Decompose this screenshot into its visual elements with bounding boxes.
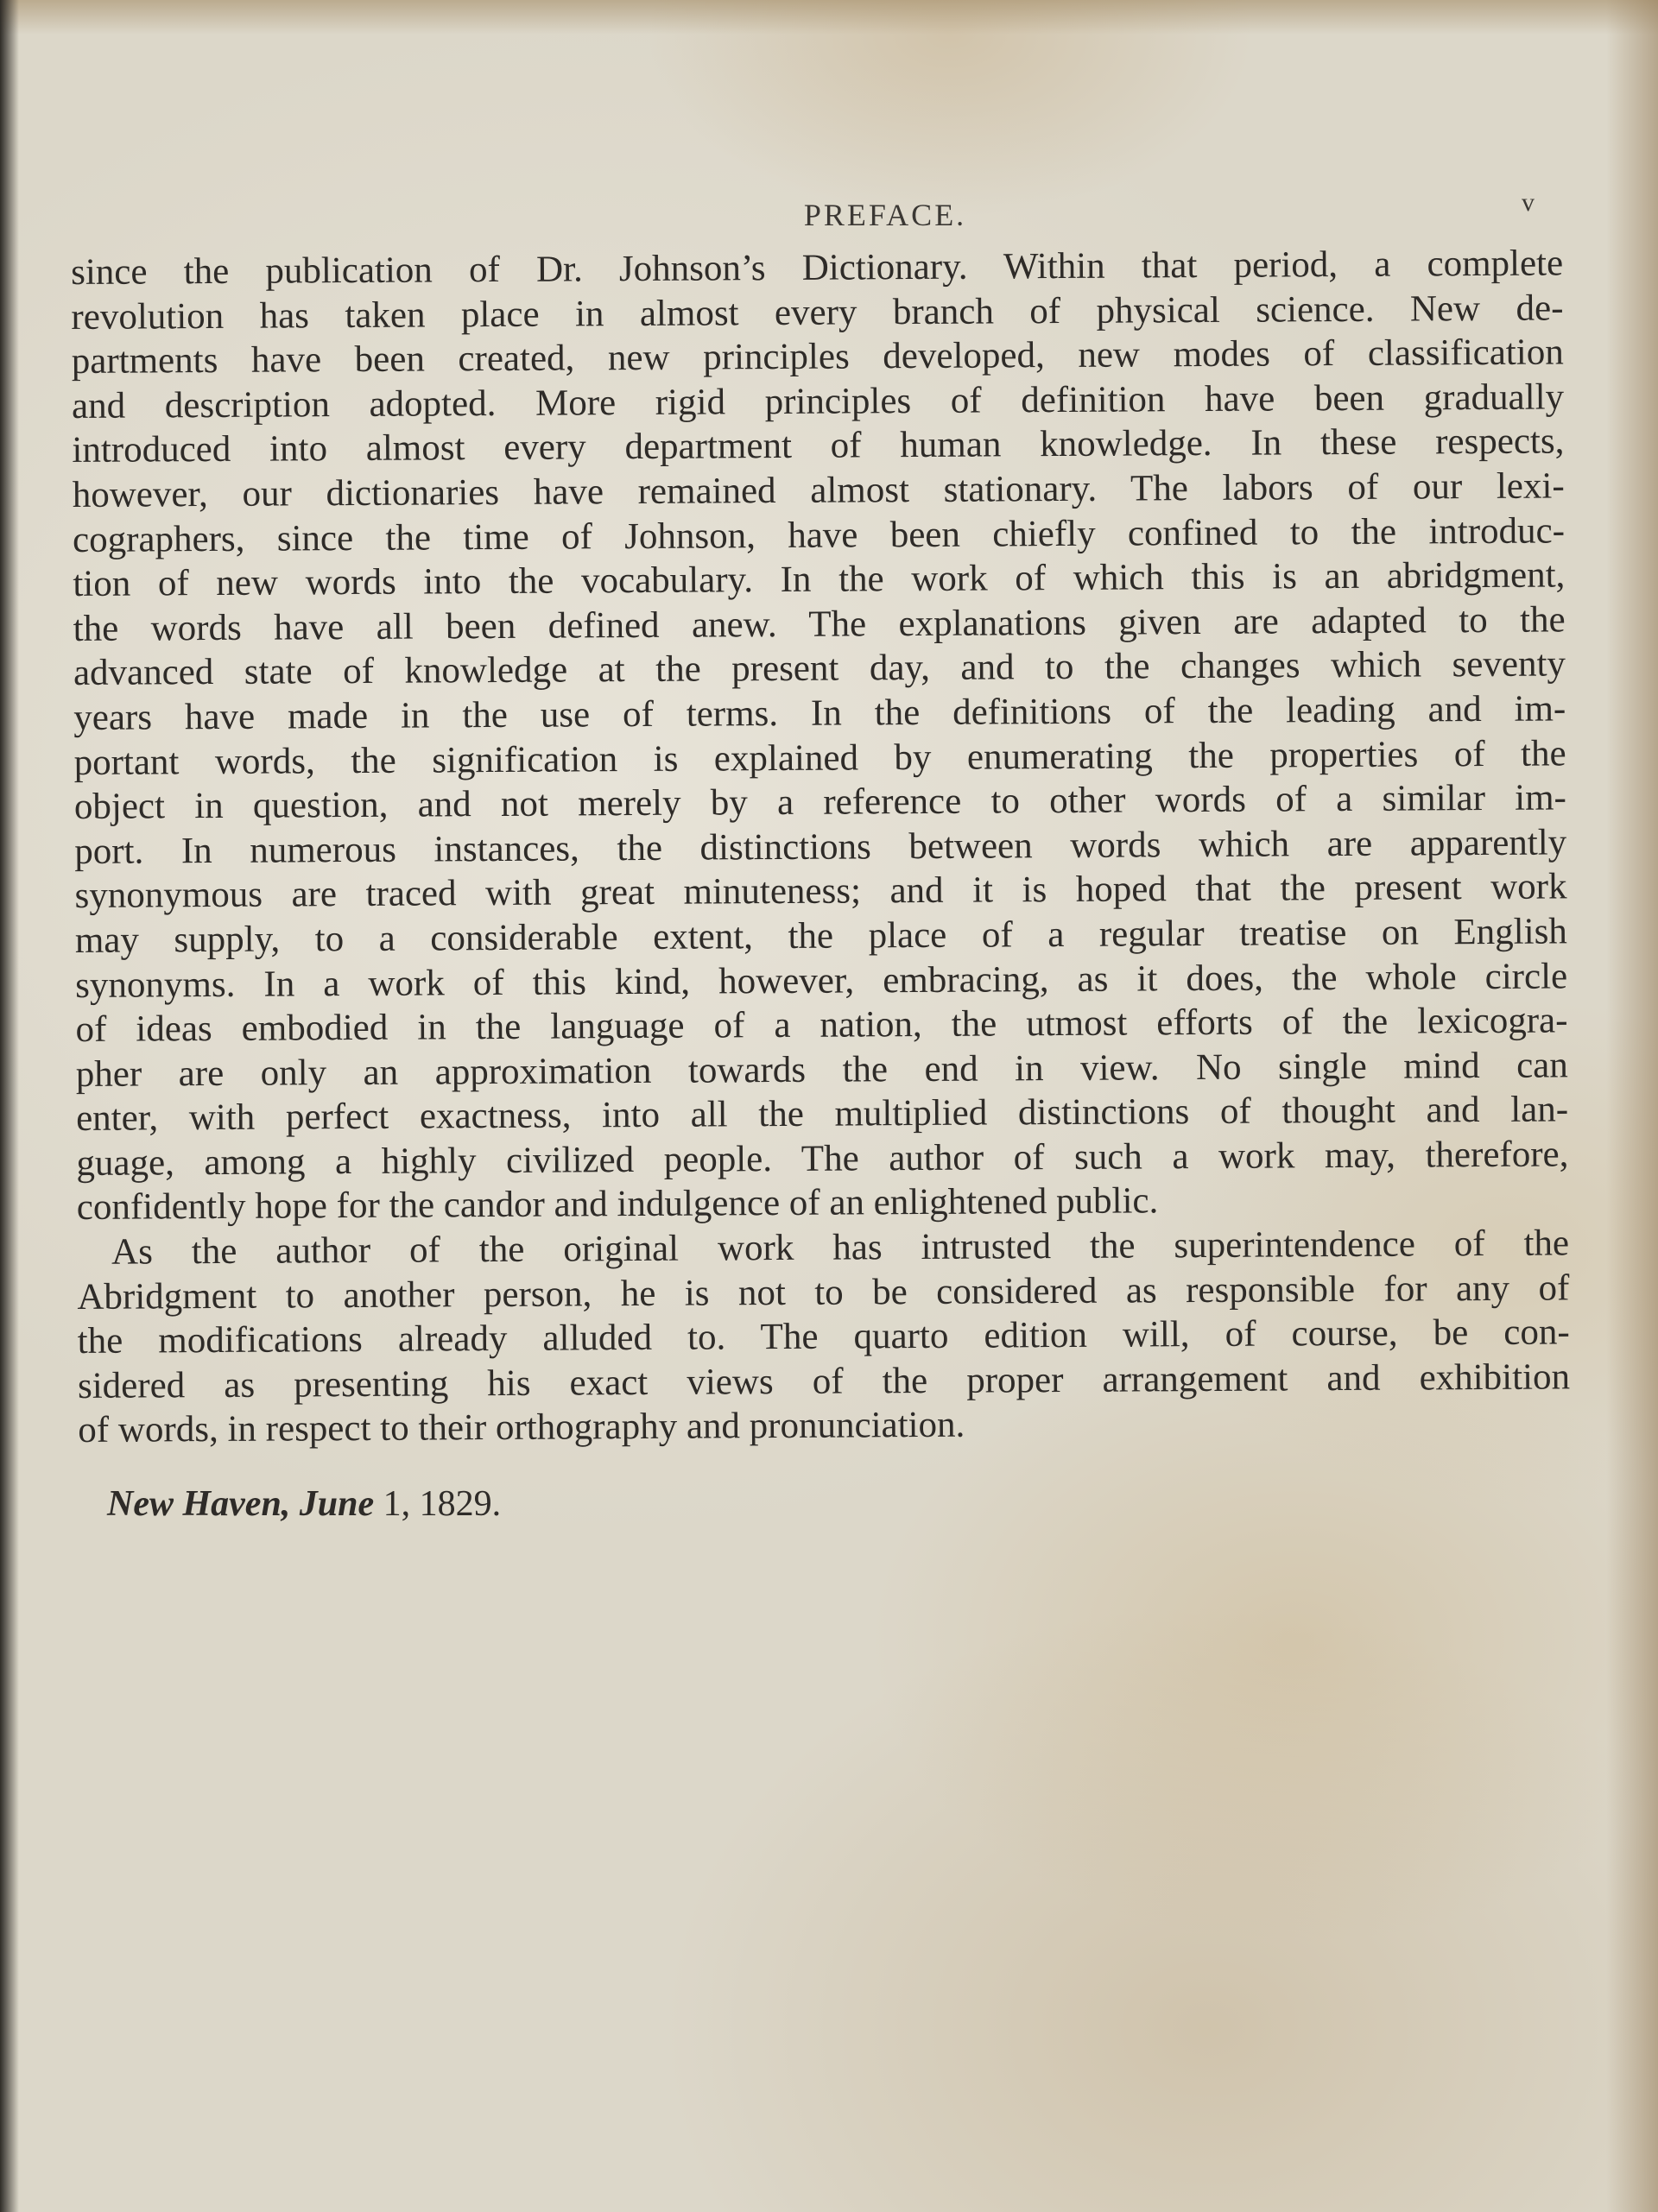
text-line: synonymous are traced with great minuteness; and it is hoped that the present work (74, 866, 1567, 917)
page-right-edge (1606, 0, 1658, 2212)
text-line: synonyms. In a work of this kind, however, embracing, as it does, the whole circle (75, 955, 1568, 1006)
text-line: may supply, to a considerable extent, the place of a regular treatise on English (74, 911, 1567, 961)
text-line: however, our dictionaries have remained almost stationary. The labors of our lexi- (72, 465, 1565, 515)
text-line: object in question, and not merely by a reference to other words of a similar im- (73, 777, 1567, 828)
text-line: and description adopted. More rigid principles of definition have been gradually (71, 376, 1565, 427)
text-line: the words have all been defined anew. The explanations given are adapted to the (73, 599, 1566, 649)
text-line: guage, among a highly civilized people. The author of such a work may, therefore, (76, 1134, 1569, 1184)
running-head: PREFACE. (803, 198, 967, 232)
text-line: enter, with perfect exactness, into all the multiplied distinctions of thought and lan- (76, 1089, 1569, 1140)
text-line: sidered as presenting his exact views of the proper arrangement and exhibition (77, 1356, 1571, 1406)
page-number: v (1522, 188, 1535, 217)
signature-date: 1, 1829. (383, 1484, 502, 1524)
text-line: pher are only an approximation towards the end in view. No single mind can (75, 1045, 1568, 1095)
text-line: confidently hope for the candor and indulgence of an enlightened public. (76, 1180, 1159, 1229)
text-line: of words, in respect to their orthography and pronunciation. (78, 1405, 965, 1451)
preface-body (71, 241, 1570, 1453)
text-line: portant words, the signification is explained by enumerating the properties of the (73, 732, 1566, 783)
text-line: revolution has taken place in almost every branch of physical science. New de- (71, 288, 1564, 338)
signature-line (107, 1483, 501, 1525)
text-line: port. In numerous instances, the distinctions between words which are apparently (74, 822, 1567, 872)
text-line: As the author of the original work has intrusted the superintendence of the (111, 1223, 1570, 1273)
text-line: years have made in the use of terms. In the definitions of the leading and im- (73, 688, 1566, 738)
signature-place: New Haven, June (107, 1484, 375, 1524)
text-line: Abridgment to another person, he is not to be considered as responsible for any of (77, 1267, 1570, 1318)
text-line: cographers, since the time of Johnson, have been chiefly confined to the introduc- (72, 510, 1566, 560)
page-left-edge (0, 0, 19, 2212)
page-header (0, 188, 1658, 240)
text-line: tion of new words into the vocabulary. In the work of which this is an abridgment, (73, 554, 1566, 605)
text-line: of ideas embodied in the language of a nation, the utmost efforts of the lexicogra- (75, 1000, 1568, 1051)
text-line: advanced state of knowledge at the present day, and to the changes which seventy (73, 643, 1566, 694)
text-line: since the publication of Dr. Johnson’s Dictionary. Within that period, a complete (71, 243, 1564, 293)
text-line: the modifications already alluded to. The quarto edition will, of course, be con- (77, 1311, 1570, 1362)
text-line: introduced into almost every department of human knowledge. In these respects, (72, 420, 1565, 471)
text-line: partments have been created, new principles developed, new modes of classification (71, 332, 1564, 382)
page-top-stain (0, 0, 1658, 35)
